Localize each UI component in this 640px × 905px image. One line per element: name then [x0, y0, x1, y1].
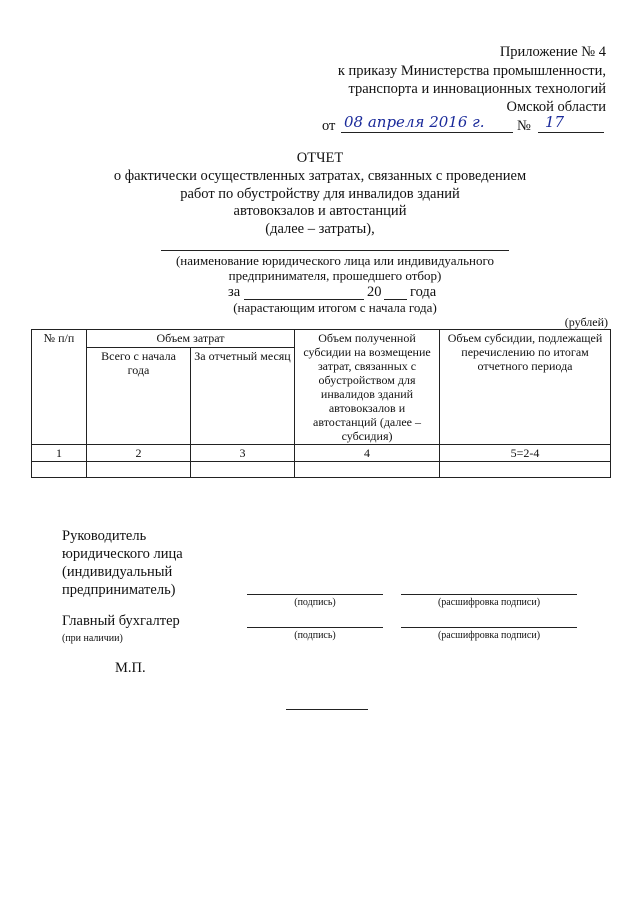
- report-subtitle-3: автовокзалов и автостанций: [233, 203, 407, 219]
- table-cell[interactable]: [295, 462, 440, 478]
- date-underline: [341, 132, 513, 133]
- report-subtitle-1: о фактически осуществленных затратах, связанных с проведением: [113, 168, 527, 184]
- header-month: За отчетный месяц: [191, 348, 295, 445]
- col-number-2: 2: [87, 445, 191, 462]
- entity-name-line[interactable]: [161, 250, 509, 251]
- handwritten-number: 17: [545, 113, 565, 131]
- order-line-1: к приказу Министерства промышленности,: [337, 63, 606, 79]
- head-signature-hint: (подпись): [294, 597, 336, 608]
- head-label-3: (индивидуальный: [62, 564, 173, 580]
- order-line-2: транспорта и инновационных технологий: [348, 81, 606, 97]
- accountant-signature-line[interactable]: [247, 627, 383, 628]
- period-suffix: года: [410, 284, 437, 300]
- header-total: Всего с начала года: [87, 348, 191, 445]
- cumulative-note: (нарастающим итогом с начала года): [233, 300, 437, 315]
- head-label-1: Руководитель: [62, 528, 147, 544]
- col-number-4: 4: [295, 445, 440, 462]
- bottom-divider: [286, 709, 368, 710]
- accountant-decode-line[interactable]: [401, 627, 577, 628]
- table-cell[interactable]: [191, 462, 295, 478]
- header-num: № п/п: [32, 330, 87, 445]
- col-number-1: 1: [32, 445, 87, 462]
- table-row[interactable]: [32, 462, 611, 478]
- table-cell[interactable]: [32, 462, 87, 478]
- unit-label: (рублей): [564, 315, 608, 329]
- accountant-label: Главный бухгалтер: [62, 613, 180, 629]
- accountant-decode-hint: (расшифровка подписи): [437, 630, 541, 641]
- header-received: Объем полученной субсидии на возмещение затрат, связанных с обустройством для инвалидов зданий автовокзалов и автостанций (далее – субсидия): [295, 330, 440, 445]
- col-number-5: 5=2-4: [440, 445, 611, 462]
- head-label-2: юридического лица: [62, 546, 183, 562]
- number-underline: [538, 132, 604, 133]
- report-table: [31, 329, 611, 478]
- period-year-prefix: 20: [367, 284, 382, 300]
- accountant-signature-hint: (подпись): [294, 630, 336, 641]
- order-line-3: Омской области: [506, 99, 606, 115]
- head-label-4: предприниматель): [62, 582, 176, 598]
- head-signature-line[interactable]: [247, 594, 383, 595]
- report-title: ОТЧЕТ: [296, 150, 344, 166]
- report-subtitle-4: (далее – затраты),: [265, 221, 375, 237]
- appendix-label: Приложение № 4: [499, 44, 606, 60]
- from-label: от: [322, 118, 336, 134]
- table-cell[interactable]: [87, 462, 191, 478]
- entity-hint-2: предпринимателя, прошедшего отбор): [228, 268, 442, 283]
- table-numbers-row: [32, 445, 611, 462]
- if-present-note: (при наличии): [62, 633, 123, 644]
- number-label: №: [517, 118, 531, 134]
- report-subtitle-2: работ по обустройству для инвалидов зданий: [180, 186, 460, 202]
- table-cell[interactable]: [440, 462, 611, 478]
- entity-hint-1: (наименование юридического лица или индивидуального: [175, 253, 495, 268]
- col-number-3: 3: [191, 445, 295, 462]
- period-prefix: за: [228, 284, 241, 300]
- head-decode-hint: (расшифровка подписи): [437, 597, 541, 608]
- seal-label: М.П.: [115, 660, 146, 676]
- head-decode-line[interactable]: [401, 594, 577, 595]
- handwritten-date: 08 апреля 2016 г.: [344, 113, 485, 131]
- header-costs: Объем затрат: [87, 330, 295, 348]
- table-header-row: [32, 330, 611, 348]
- header-due: Объем субсидии, подлежащей перечислению по итогам отчетного периода: [440, 330, 611, 445]
